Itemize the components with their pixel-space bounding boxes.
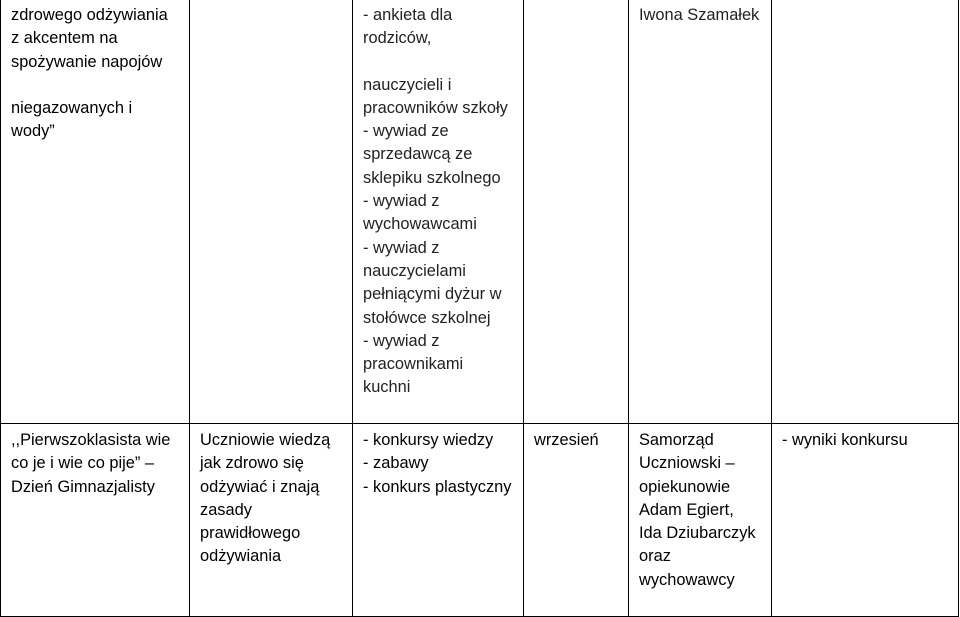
- text-line: Dzień Gimnazjalisty: [11, 477, 155, 496]
- text-line: - wyniki konkursu: [782, 431, 908, 449]
- table-row: [1, 424, 959, 617]
- text-line: - ankieta dla: [363, 6, 453, 24]
- cell-evaluation: [772, 0, 959, 424]
- cell-methods: [353, 0, 524, 424]
- cell-evaluation: [772, 424, 959, 617]
- text-line: sklepiku szkolnego: [363, 168, 501, 187]
- text-line: prawidłowego: [200, 524, 301, 543]
- cell-date: [524, 0, 629, 424]
- text-line: z akcentem na: [11, 29, 118, 48]
- text-line: ,,Pierwszoklasista wie: [11, 431, 171, 449]
- text-line: Ida Dziubarczyk: [639, 524, 756, 543]
- text-line: wychowawcy: [639, 570, 735, 589]
- text-line: odżywiania: [200, 547, 282, 566]
- text-line: co je i wie co pije” –: [11, 454, 155, 473]
- cell-responsible: [629, 424, 772, 617]
- text-line: - wywiad z: [363, 331, 440, 350]
- cell-methods: [353, 424, 524, 617]
- text-line: - konkurs plastyczny: [363, 477, 512, 496]
- cell-task-name: [1, 0, 190, 424]
- text-line: oraz: [639, 547, 671, 566]
- cell-date: [524, 424, 629, 617]
- text-line: jak zdrowo się: [200, 454, 304, 473]
- text-line: Samorząd: [639, 431, 714, 449]
- cell-goals: [190, 0, 353, 424]
- text-line: Uczniowie wiedzą: [200, 431, 331, 449]
- table-row: [1, 0, 959, 424]
- text-line: stołówce szkolnej: [363, 308, 491, 327]
- text-line: kuchni: [363, 378, 411, 397]
- cell-responsible: [629, 0, 772, 424]
- text-line: niegazowanych i: [11, 98, 133, 117]
- text-line: wody”: [11, 122, 55, 141]
- text-line: spożywanie napojów: [11, 52, 163, 71]
- text-line: Iwona Szamałek: [639, 6, 760, 24]
- text-line: odżywiać i znają: [200, 477, 320, 496]
- text-line: - wywiad z: [363, 238, 440, 257]
- text-line: nauczycieli i: [363, 75, 452, 94]
- text-line: - zabawy: [363, 454, 429, 473]
- text-line: rodziców,: [363, 29, 432, 48]
- text-line: wychowawcami: [363, 215, 477, 234]
- text-line: zasady: [200, 500, 252, 519]
- text-line: - konkursy wiedzy: [363, 431, 494, 449]
- text-line: sprzedawcą ze: [363, 145, 473, 164]
- text-line: wrzesień: [534, 431, 599, 449]
- text-line: pełniącymi dyżur w: [363, 285, 502, 304]
- cell-goals: [190, 424, 353, 617]
- text-line: zdrowego odżywiania: [11, 6, 168, 24]
- text-line: opiekunowie: [639, 477, 731, 496]
- text-line: nauczycielami: [363, 261, 466, 280]
- text-line: - wywiad ze: [363, 122, 449, 141]
- cell-task-name: [1, 424, 190, 617]
- text-line: - wywiad z: [363, 192, 440, 211]
- text-line: pracowników szkoły: [363, 98, 508, 117]
- text-line: Uczniowski –: [639, 454, 735, 473]
- text-line: pracownikami: [363, 355, 464, 374]
- text-line: Adam Egiert,: [639, 500, 734, 519]
